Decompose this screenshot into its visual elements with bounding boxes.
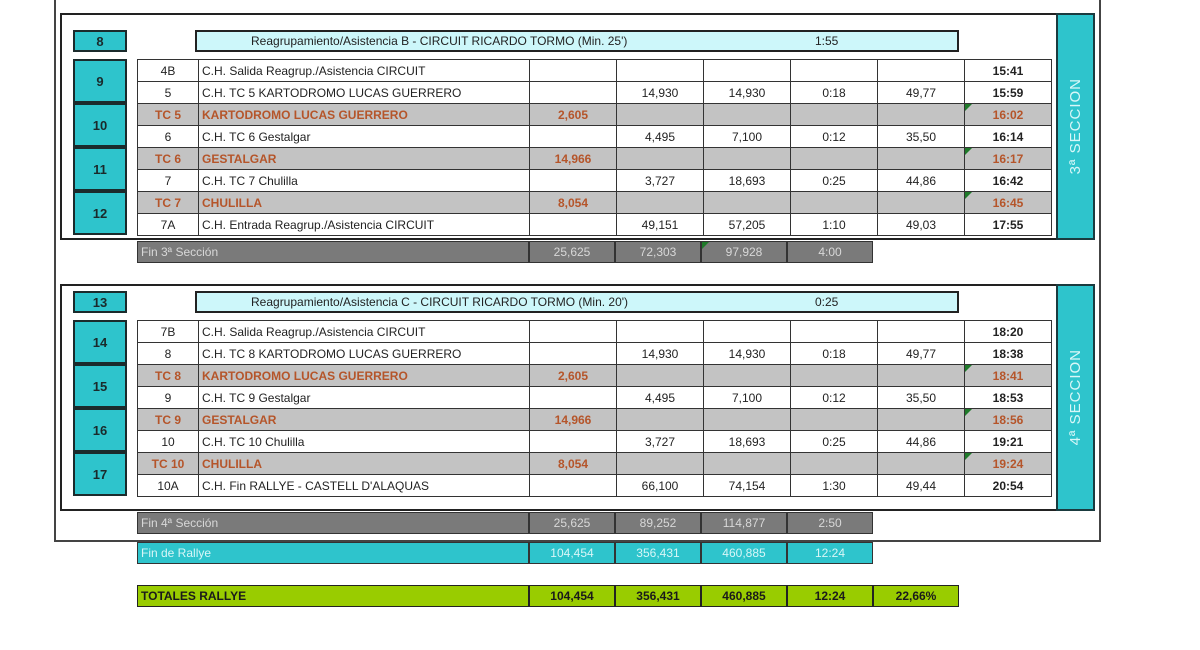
stage-name: KARTODROMO LUCAS GUERRERO [199,104,530,126]
group-index: 12 [73,191,127,235]
avg-speed: 49,77 [878,343,965,365]
stage-row [138,409,1052,431]
first-car-time: 15:59 [965,82,1052,104]
total-km: 14,930 [704,343,791,365]
stage-km [530,321,617,343]
time-allowed [791,104,878,126]
control-code: 10 [138,431,199,453]
stage-row [138,192,1052,214]
group-index: 15 [73,364,127,408]
control-desc: C.H. TC 9 Gestalgar [199,387,530,409]
total-km [704,365,791,387]
fin-rallye-label: Fin de Rallye [137,542,529,564]
table-row [138,343,1052,365]
liaison-km [617,453,704,475]
regroup-time: 1:55 [815,34,839,48]
time-allowed [791,60,878,82]
stage-km [530,475,617,497]
liaison-km [617,104,704,126]
liaison-km [617,192,704,214]
regroup-label: Reagrupamiento/Asistencia B - CIRCUIT RICARDO TORMO (Min. 25') [251,34,628,48]
stage-row [138,453,1052,475]
avg-speed [878,365,965,387]
avg-speed [878,104,965,126]
control-desc: C.H. TC 7 Chulilla [199,170,530,192]
first-car-time: 18:20 [965,321,1052,343]
fin-rallye-row [137,542,873,564]
time-allowed: 0:25 [791,431,878,453]
stage-row [138,104,1052,126]
stage-km: 2,605 [530,365,617,387]
stage-name: GESTALGAR [199,148,530,170]
table-row [138,170,1052,192]
totales-rallye-row [137,585,959,607]
avg-speed: 35,50 [878,387,965,409]
regroup-bar [195,30,959,52]
stage-km: 8,054 [530,192,617,214]
fin-rallye-time: 12:24 [787,542,873,564]
stage-name: CHULILLA [199,453,530,475]
avg-speed: 49,77 [878,82,965,104]
control-code: 9 [138,387,199,409]
table-row [138,60,1052,82]
total-km: 18,693 [704,170,791,192]
summary-label: Fin 3ª Sección [137,241,529,263]
first-car-time: 17:55 [965,214,1052,236]
control-code: 4B [138,60,199,82]
section-3-title: 3ª SECCION [1067,78,1084,175]
total-km [704,192,791,214]
group-index: 16 [73,408,127,452]
control-desc: C.H. Fin RALLYE - CASTELL D'ALAQUAS [199,475,530,497]
first-car-time: 18:53 [965,387,1052,409]
control-desc: C.H. Entrada Reagrup./Asistencia CIRCUIT [199,214,530,236]
stage-km [530,431,617,453]
first-car-time: 19:21 [965,431,1052,453]
table-row [138,82,1052,104]
liaison-km: 4,495 [617,387,704,409]
stage-km: 14,966 [530,409,617,431]
control-code: 6 [138,126,199,148]
fin-rallye-total-km: 460,885 [701,542,787,564]
summary-time: 2:50 [787,512,873,534]
table-row [138,126,1052,148]
total-km: 7,100 [704,126,791,148]
stage-km: 8,054 [530,453,617,475]
fin-rallye-stage-km: 104,454 [529,542,615,564]
total-km: 14,930 [704,82,791,104]
section-3-table [137,59,1052,236]
table-row [138,214,1052,236]
avg-speed: 35,50 [878,126,965,148]
totales-liaison-km: 356,431 [615,585,701,607]
time-allowed [791,148,878,170]
total-km [704,453,791,475]
total-km [704,321,791,343]
total-km [704,60,791,82]
total-km [704,104,791,126]
stage-km [530,343,617,365]
stage-km [530,82,617,104]
regroup-time: 0:25 [815,295,839,309]
stage-code: TC 9 [138,409,199,431]
total-km: 18,693 [704,431,791,453]
group-index: 10 [73,103,127,147]
first-car-time: 20:54 [965,475,1052,497]
totales-total-km: 460,885 [701,585,787,607]
liaison-km: 66,100 [617,475,704,497]
stage-code: TC 10 [138,453,199,475]
control-desc: C.H. TC 8 KARTODROMO LUCAS GUERRERO [199,343,530,365]
liaison-km: 14,930 [617,343,704,365]
stage-km [530,387,617,409]
liaison-km: 3,727 [617,170,704,192]
totales-percent: 22,66% [873,585,959,607]
stage-start-time: 19:24 [965,453,1052,475]
table-row [138,387,1052,409]
stage-km [530,170,617,192]
time-allowed: 0:12 [791,387,878,409]
stage-km: 2,605 [530,104,617,126]
total-km: 7,100 [704,387,791,409]
summary-liaison-km: 72,303 [615,241,701,263]
total-km [704,409,791,431]
liaison-km: 4,495 [617,126,704,148]
liaison-km: 14,930 [617,82,704,104]
time-allowed: 0:25 [791,170,878,192]
stage-code: TC 6 [138,148,199,170]
liaison-km [617,409,704,431]
liaison-km: 49,151 [617,214,704,236]
section-3-summary [137,241,873,263]
totales-time: 12:24 [787,585,873,607]
group-index: 9 [73,59,127,103]
regroup-bar [195,291,959,313]
total-km: 57,205 [704,214,791,236]
time-allowed: 1:10 [791,214,878,236]
stage-km: 14,966 [530,148,617,170]
control-code: 5 [138,82,199,104]
control-code: 10A [138,475,199,497]
stage-name: KARTODROMO LUCAS GUERRERO [199,365,530,387]
liaison-km [617,321,704,343]
summary-stage-km: 25,625 [529,512,615,534]
avg-speed [878,148,965,170]
total-km: 74,154 [704,475,791,497]
time-allowed: 1:30 [791,475,878,497]
group-index: 17 [73,452,127,496]
control-desc: C.H. Salida Reagrup./Asistencia CIRCUIT [199,60,530,82]
time-allowed [791,321,878,343]
stage-start-time: 18:41 [965,365,1052,387]
stage-code: TC 8 [138,365,199,387]
time-allowed: 0:18 [791,343,878,365]
stage-code: TC 7 [138,192,199,214]
stage-row [138,365,1052,387]
control-desc: C.H. TC 6 Gestalgar [199,126,530,148]
first-car-time: 16:14 [965,126,1052,148]
stage-km [530,60,617,82]
avg-speed: 49,44 [878,475,965,497]
stage-name: GESTALGAR [199,409,530,431]
liaison-km [617,148,704,170]
first-car-time: 16:42 [965,170,1052,192]
stage-code: TC 5 [138,104,199,126]
summary-time: 4:00 [787,241,873,263]
avg-speed: 44,86 [878,170,965,192]
control-code: 8 [138,343,199,365]
group-index: 11 [73,147,127,191]
stage-start-time: 16:45 [965,192,1052,214]
total-km [704,148,791,170]
avg-speed: 44,86 [878,431,965,453]
time-allowed [791,409,878,431]
summary-total-km: 114,877 [701,512,787,534]
totales-label: TOTALES RALLYE [137,585,529,607]
regroup-index: 13 [73,291,127,313]
stage-row [138,148,1052,170]
stage-start-time: 16:17 [965,148,1052,170]
section-4-title: 4ª SECCION [1067,349,1084,446]
summary-liaison-km: 89,252 [615,512,701,534]
time-allowed: 0:18 [791,82,878,104]
summary-label: Fin 4ª Sección [137,512,529,534]
table-row [138,321,1052,343]
control-code: 7A [138,214,199,236]
section-3-side-label [1056,13,1095,240]
control-desc: C.H. TC 10 Chulilla [199,431,530,453]
control-code: 7B [138,321,199,343]
liaison-km: 3,727 [617,431,704,453]
stage-km [530,214,617,236]
group-index: 14 [73,320,127,364]
time-allowed [791,453,878,475]
control-desc: C.H. Salida Reagrup./Asistencia CIRCUIT [199,321,530,343]
section-4-side-label [1056,284,1095,511]
section-4-table [137,320,1052,497]
avg-speed [878,453,965,475]
avg-speed [878,192,965,214]
summary-stage-km: 25,625 [529,241,615,263]
first-car-time: 15:41 [965,60,1052,82]
stage-km [530,126,617,148]
stage-start-time: 16:02 [965,104,1052,126]
section-4-summary [137,512,873,534]
regroup-label: Reagrupamiento/Asistencia C - CIRCUIT RICARDO TORMO (Min. 20') [251,295,629,309]
table-row [138,475,1052,497]
fin-rallye-liaison-km: 356,431 [615,542,701,564]
stage-start-time: 18:56 [965,409,1052,431]
time-allowed [791,365,878,387]
stage-name: CHULILLA [199,192,530,214]
totales-stage-km: 104,454 [529,585,615,607]
liaison-km [617,365,704,387]
avg-speed: 49,03 [878,214,965,236]
regroup-index: 8 [73,30,127,52]
liaison-km [617,60,704,82]
control-desc: C.H. TC 5 KARTODROMO LUCAS GUERRERO [199,82,530,104]
summary-total-km: 97,928 [701,241,787,263]
avg-speed [878,409,965,431]
first-car-time: 18:38 [965,343,1052,365]
time-allowed: 0:12 [791,126,878,148]
control-code: 7 [138,170,199,192]
avg-speed [878,321,965,343]
time-allowed [791,192,878,214]
table-row [138,431,1052,453]
avg-speed [878,60,965,82]
